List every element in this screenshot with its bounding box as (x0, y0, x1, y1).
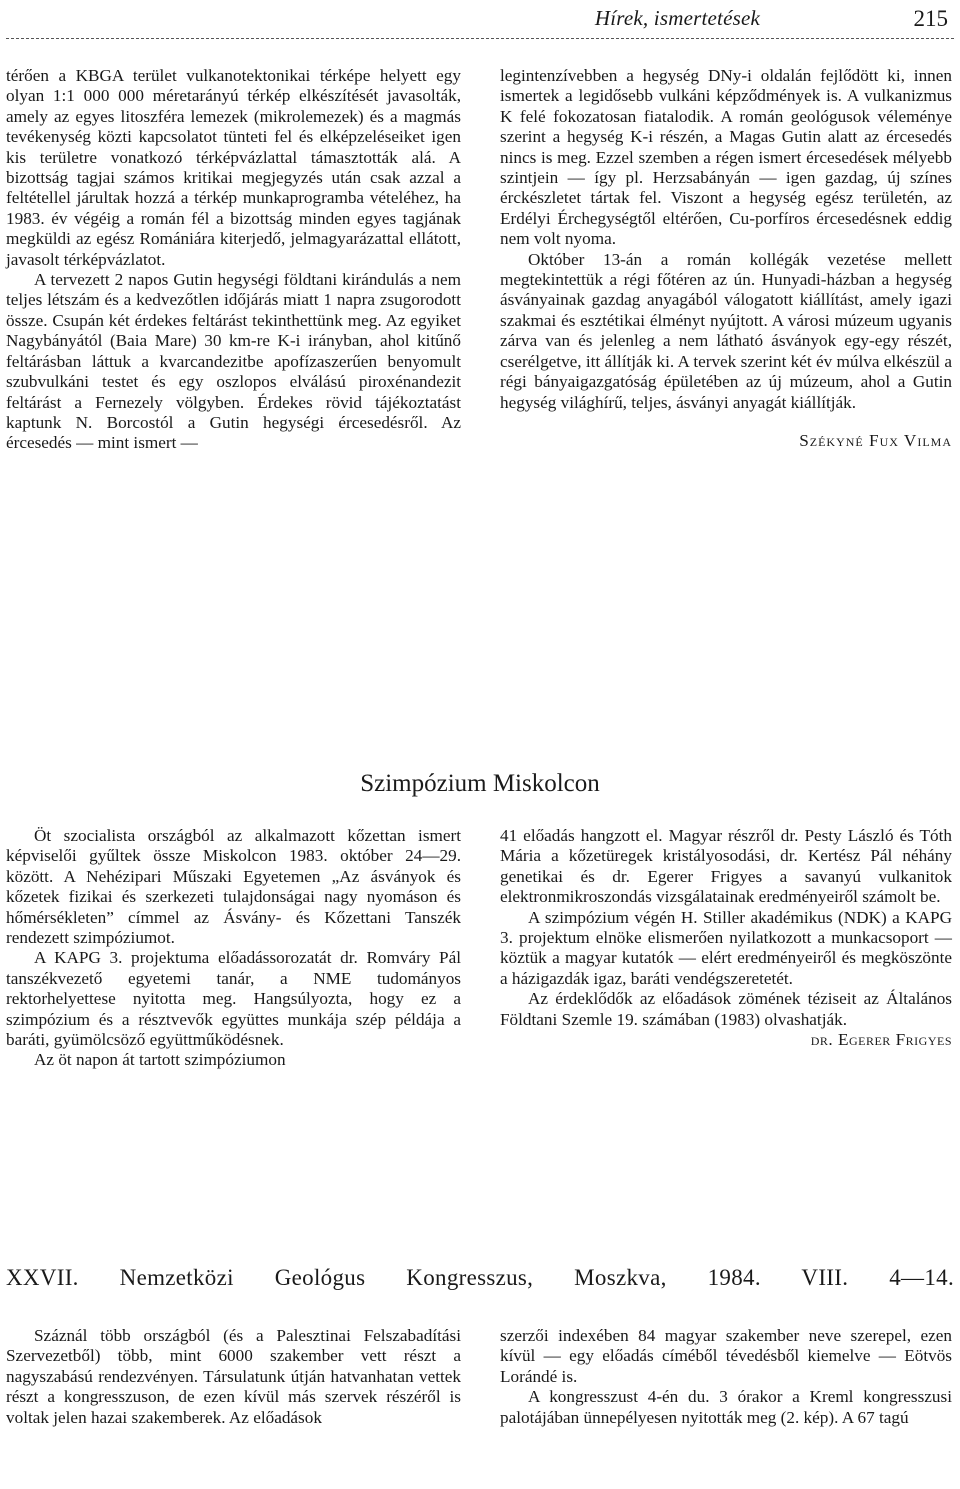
header-divider (6, 38, 954, 39)
article3-left-paragraph: Száznál több országból (és a Palesztinai Felszabadítási Szervezetből) több, mint 6000 szakember vett részt a nagyszabású rendezvényen. Társulatunk útján hatvanhatan vettek részt a kongresszuson, de ezen kívül más szervek részéről is voltak jelen hazai szakemberek. Az előadások (6, 1326, 461, 1427)
article2-title: Szimpózium Miskolcon (360, 770, 600, 797)
article1-left-paragraph: térően a KBGA terület vulkanotektonikai térképe helyett egy olyan 1:1 000 000 méretarányú térkép elkészítését javasolták, amely az egyes litoszféra lemezek (mikrolemezek) és a magmás tevékenység közti kapcsolatot tünteti fel és elképzeléseiket igen kis területre vonatkozó térképvázlattal támasztották alá. A bizottság tagjai számos kritikai megjegyzés után csak azzal a feltétellel járultak hozzá a térkép munkaprogramba vételéhez, ha 1983. év végéig a román fél a bizottság minden egyes tagjának megküldi az egész Romániára kiterjedő, jelmagyarázattal ellátott, javasolt térképvázlatot. (6, 66, 461, 269)
article2-author: dr. Egerer Frigyes (810, 1030, 952, 1050)
page-header (0, 6, 960, 40)
article2-right-paragraph: Az érdeklődők az előadások zömének téziseit az Általános Földtani Szemle 19. számában (1983) olvashatják. (500, 989, 952, 1029)
article1-right-paragraph: Október 13-án a román kollégák vezetése mellett megtekintettük a régi főtéren az ún. Hunyadi-házban a hegység ásványainak gazdag anyagából válogatott kiállítást, amely igazi szakmai és esztétikai élményt nyújtott. A városi múzeum ugyanis zárva van és jelenleg a nem látható ásványok egy-egy részét, cserélgetve, itt állítják ki. A tervek szerint két év múlva elkészül a régi bányaigazgatóság épületében az új múzeum, ahol a Gutin hegység világhírű, teljes, ásványi anyagát kiállítják. (500, 249, 952, 412)
article1-author: Székyné Fux Vilma (799, 430, 952, 450)
article1-right-paragraph: legintenzívebben a hegység DNy-i oldalán fejlődött ki, innen ismertek a legidősebb vulkáni képződmények is. A vulkanizmus K felé fokozatosan fiatalodik. A román geológusok véleménye szerint a hegység K-i részén, a Magas Gutin alatt az ércesedés nincs is meg. Ezzel szemben a régen ismert ércesedések mélyebb szintjein — így pl. Herzsabányán — igen gazdag, új színes érckészletet tártak fel. Viszont a hegység egész területén, az Erdélyi Érchegységtől eltérően, Cu-porfíros ércesedésnek eddig nem volt nyoma. (500, 66, 952, 249)
page-number: 215 (913, 6, 948, 31)
article3-right-paragraph: A kongresszust 4-én du. 3 órakor a Kreml kongresszusi palotájában ünnepélyesen nyitották meg (2. kép). A 67 tagú (500, 1387, 952, 1427)
article3-right-column (500, 1326, 952, 1428)
article2-left-paragraph: A KAPG 3. projektuma előadássorozatát dr. Romváry Pál tanszékvezető egyetemi tanár, a NME tudományos rektorhelyettese nyitotta meg. Hangsúlyozta, hogy ez a szimpózium és a résztvevők együttes munkája szép példája a baráti, gyümölcsöző együttműködésnek. (6, 948, 461, 1050)
running-section-title: Hírek, ismertetések (594, 6, 760, 30)
article1-left-column (6, 66, 461, 454)
article3-left-column (6, 1326, 461, 1428)
article2-right-paragraph: A szimpózium végén H. Stiller akadémikus (NDK) a KAPG 3. projektum elnöke elismerően nyilatkozott a munkacsoport — köztük a magyar kutatók — elért eredményeiről és megköszönte a házigazdák igaz, baráti vendégszeretetét. (500, 907, 952, 988)
article1-left-paragraph: A tervezett 2 napos Gutin hegységi földtani kirándulás a nem teljes létszám és a kedvezőtlen időjárás miatt 1 napra zsugorodott össze. Csupán két érdekes feltárást tekinthettünk meg. Az egyiket Nagybányától (Baia Mare) 30 km-re K-i irányban, ahol kitűnő feltárásban láttuk a kvarcandezitbe apofízaszerűen benyomult szubvulkáni testet és egy oszlopos elválású piroxénandezit feltárást a Fernezely völgyben. Érdekes rövid tájékoztatást kaptunk N. Borcostól a Gutin hegységi ércesedésről. Az ércesedés — mint ismert — (6, 270, 461, 453)
article3-right-paragraph: szerzői indexében 84 magyar szakember neve szerepel, ezen kívül — egy előadás címéből tévedésből kiemelve — Eötvös Lorándé is. (500, 1326, 952, 1386)
article2-left-paragraph: Az öt napon át tartott szimpóziumon (34, 1050, 286, 1070)
article3-title: XXVII. Nemzetközi Geológus Kongresszus, Moszkva, 1984. VIII. 4—14. (6, 1265, 954, 1290)
article1-right-column (500, 66, 952, 451)
article2-right-paragraph: 41 előadás hangzott el. Magyar részről dr. Pesty László és Tóth Mária a kőzetüregek kristályosodási, dr. Kertész Pál néhány genetikai és dr. Egerer Frigyes a savanyú vulkanitok elektronmikroszondás vizsgálatainak eredményeiről számolt be. (500, 826, 952, 907)
article2-left-paragraph: Öt szocialista országból az alkalmazott kőzettan ismert képviselői gyűltek össze Miskolcon 1983. október 24—29. között. A Nehézipari Műszaki Egyetemen „Az ásványok és kőzetek fizikai és szerkezeti tulajdonságai nagy nyomáson és hőmérsékleten” címmel az Ásvány- és Kőzettani Tanszék rendezett szimpóziumot. (6, 826, 461, 948)
article2-right-column (500, 826, 952, 1050)
article2-left-column (6, 826, 461, 1071)
